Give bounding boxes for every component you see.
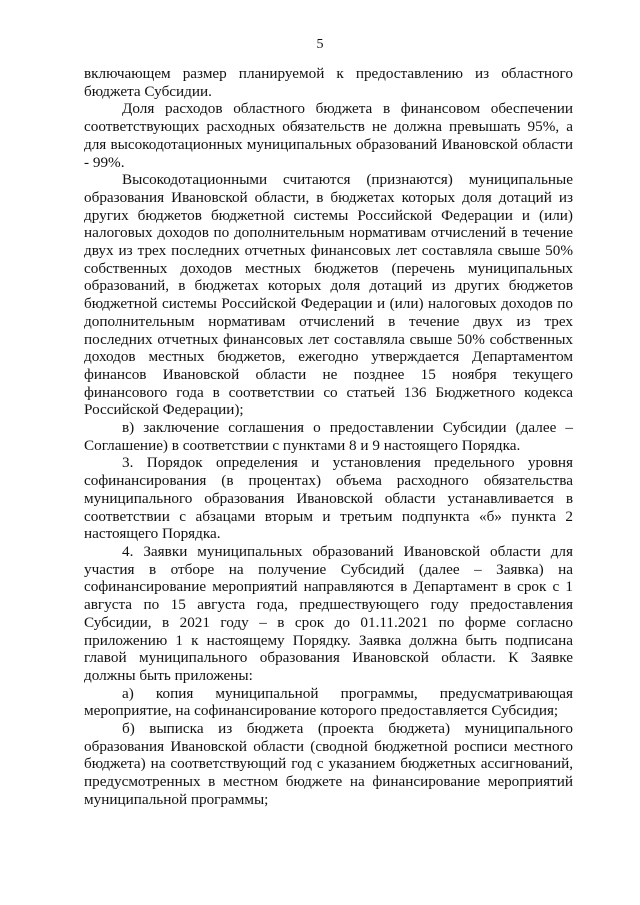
paragraph-section-4: 4. Заявки муниципальных образований Ивановской области для участия в отборе на получение Субсидий (далее – Заявка) на софинансирование мероприятий направляются в Департамент в срок с 1 августа по 15 августа года, предшествующего году предоставления Субсидии, в 2021 году – в срок до 01.11.2021 по форме согласно приложению 1 к настоящему Порядку. Заявка должна быть подписана главой муниципального образования Ивановской области. К Заявке должны быть приложены: [84,542,573,684]
paragraph-section-3: 3. Порядок определения и установления предельного уровня софинансирования (в процентах) объема расходного обязательства муниципального образования Ивановской области устанавливается в соответствии с абзацами вторым и третьим подпункта «б» пункта 2 настоящего Порядка. [84,454,573,543]
paragraph-cofinancing-share: Доля расходов областного бюджета в финансовом обеспечении соответствующих расходных обязательств не должна превышать 95%, а для высокодотационных муниципальных образований Ивановской области - 99%. [84,100,573,171]
paragraph-item-v-agreement: в) заключение соглашения о предоставлении Субсидии (далее – Соглашение) в соответствии с пунктами 8 и 9 настоящего Порядка. [84,419,573,454]
paragraph-high-subsidy-definition: Высокодотационными считаются (признаются) муниципальные образования Ивановской области, в бюджетах которых доля дотаций из других бюджетов бюджетной системы Российской Федерации и (или) налоговых доходов по дополнительным нормативам отчислений в течение двух из трех последних отчетных финансовых лет составляла свыше 50% собственных доходов местных бюджетов (перечень муниципальных образований, в бюджетах которых доля дотаций из других бюджетов бюджетной системы Российской Федерации и (или) налоговых доходов по дополнительным нормативам отчислений в течение двух из трех последних отчетных финансовых лет составляла свыше 50% собственных доходов местных бюджетов, ежегодно утверждается Департаментом финансов Ивановской области не позднее 15 ноября текущего финансового года в соответствии со статьей 136 Бюджетного кодекса Российской Федерации); [84,171,573,419]
paragraph-item-b: б) выписка из бюджета (проекта бюджета) муниципального образования Ивановской области (сводной бюджетной росписи местного бюджета) на соответствующий год с указанием бюджетных ассигнований, предусмотренных в местном бюджете на финансирование мероприятий муниципальной программы; [84,720,573,808]
page-number: 5 [316,37,324,52]
paragraph-continuation: включающем размер планируемой к предоставлению из областного бюджета Субсидии. [84,65,573,100]
document-body [84,65,573,809]
paragraph-item-a: а) копия муниципальной программы, предусматривающая мероприятие, на софинансирование которого предоставляется Субсидия; [84,684,573,720]
